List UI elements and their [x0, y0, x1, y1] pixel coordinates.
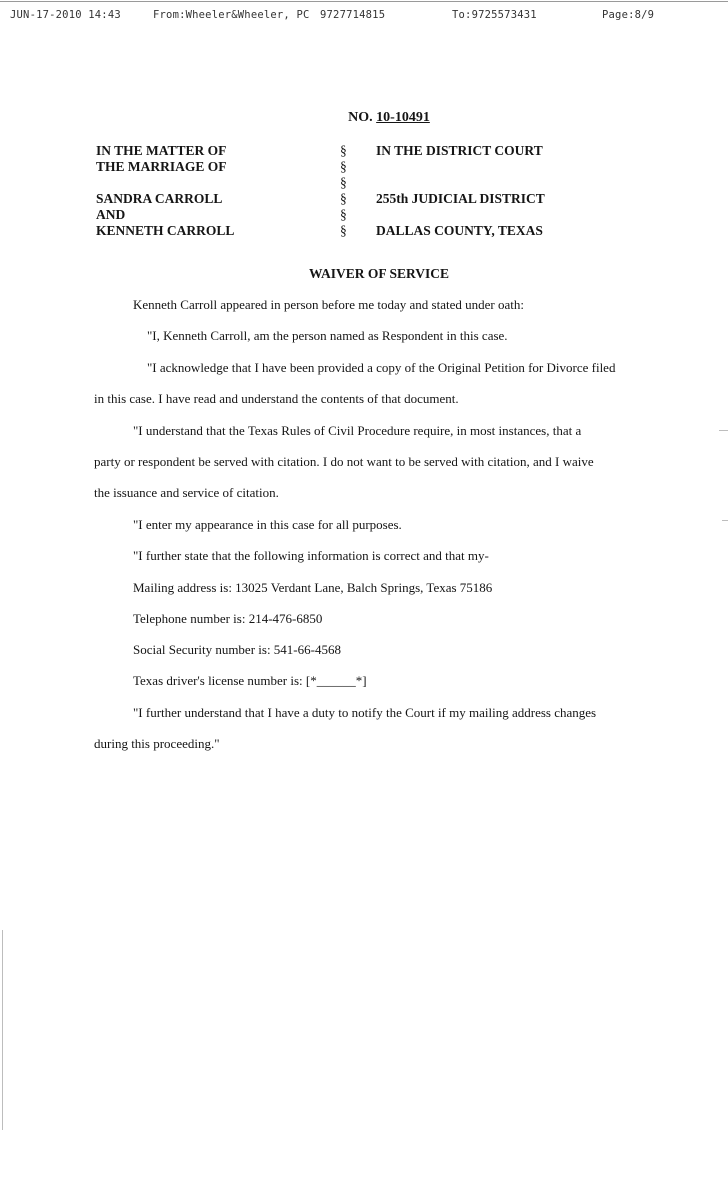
- fax-from-number: 9727714815: [320, 9, 386, 21]
- body-line: "I acknowledge that I have been provided a copy of the Original Petition for Divorce filed: [147, 360, 616, 375]
- body-line: during this proceeding.": [94, 736, 220, 751]
- case-number: [0, 110, 728, 126]
- section-mark: §: [340, 175, 347, 190]
- body-line: "I further understand that I have a duty to notify the Court if my mailing address changes: [133, 705, 597, 720]
- caption-right-line: [376, 207, 545, 223]
- caption-left-line: KENNETH CARROLL: [96, 223, 235, 238]
- fax-from: From:Wheeler&Wheeler, PC: [153, 9, 310, 21]
- body-line: "I understand that the Texas Rules of Civil Procedure require, in most instances, that a: [133, 423, 582, 438]
- caption-left-line: IN THE MATTER OF: [96, 143, 227, 158]
- section-mark: §: [340, 223, 347, 238]
- section-mark: §: [340, 159, 347, 174]
- caption-court: [376, 143, 545, 239]
- scan-edge-mark: [719, 430, 728, 431]
- section-mark: §: [340, 143, 347, 158]
- caption-left-line: [96, 175, 234, 191]
- caption-section-marks: [340, 143, 347, 239]
- body-line: Telephone number is: 214-476-6850: [133, 611, 323, 626]
- body-line: "I further state that the following information is correct and that my-: [133, 548, 489, 563]
- caption-right-line: [376, 175, 545, 191]
- case-number-label: NO.: [348, 110, 373, 125]
- caption-right-line: [376, 159, 545, 175]
- scan-edge-mark: [722, 520, 728, 521]
- fax-header: [0, 9, 728, 29]
- caption-left-line: AND: [96, 207, 126, 222]
- fax-page: Page:8/9: [602, 9, 655, 21]
- fax-to: To:9725573431: [452, 9, 537, 21]
- caption-left-line: SANDRA CARROLL: [96, 191, 223, 206]
- body-line: Mailing address is: 13025 Verdant Lane, Balch Springs, Texas 75186: [133, 580, 493, 595]
- body-line: in this case. I have read and understand the contents of that document.: [94, 391, 459, 406]
- section-mark: §: [340, 207, 347, 222]
- caption-parties: [96, 143, 234, 239]
- body-line: Texas driver's license number is: [*______*]: [133, 673, 367, 688]
- body-line: "I, Kenneth Carroll, am the person named as Respondent in this case.: [147, 328, 508, 343]
- fax-datetime: JUN-17-2010 14:43: [10, 9, 121, 21]
- body-line: party or respondent be served with citation. I do not want to be served with citation, and I waive: [94, 454, 594, 469]
- caption-right-line: DALLAS COUNTY, TEXAS: [376, 223, 543, 238]
- caption-left-line: THE MARRIAGE OF: [96, 159, 227, 174]
- scan-edge-mark: [2, 930, 3, 1130]
- caption-right-line: IN THE DISTRICT COURT: [376, 143, 543, 158]
- body-line: the issuance and service of citation.: [94, 485, 279, 500]
- document-title: WAIVER OF SERVICE: [308, 266, 450, 281]
- fax-top-rule: [0, 1, 728, 2]
- section-mark: §: [340, 191, 347, 206]
- caption-right-line: 255th JUDICIAL DISTRICT: [376, 191, 545, 206]
- body-line: Social Security number is: 541-66-4568: [133, 642, 341, 657]
- case-number-value: 10-10491: [376, 110, 430, 125]
- body-line: "I enter my appearance in this case for all purposes.: [133, 517, 402, 532]
- body-line: Kenneth Carroll appeared in person before me today and stated under oath:: [133, 297, 524, 312]
